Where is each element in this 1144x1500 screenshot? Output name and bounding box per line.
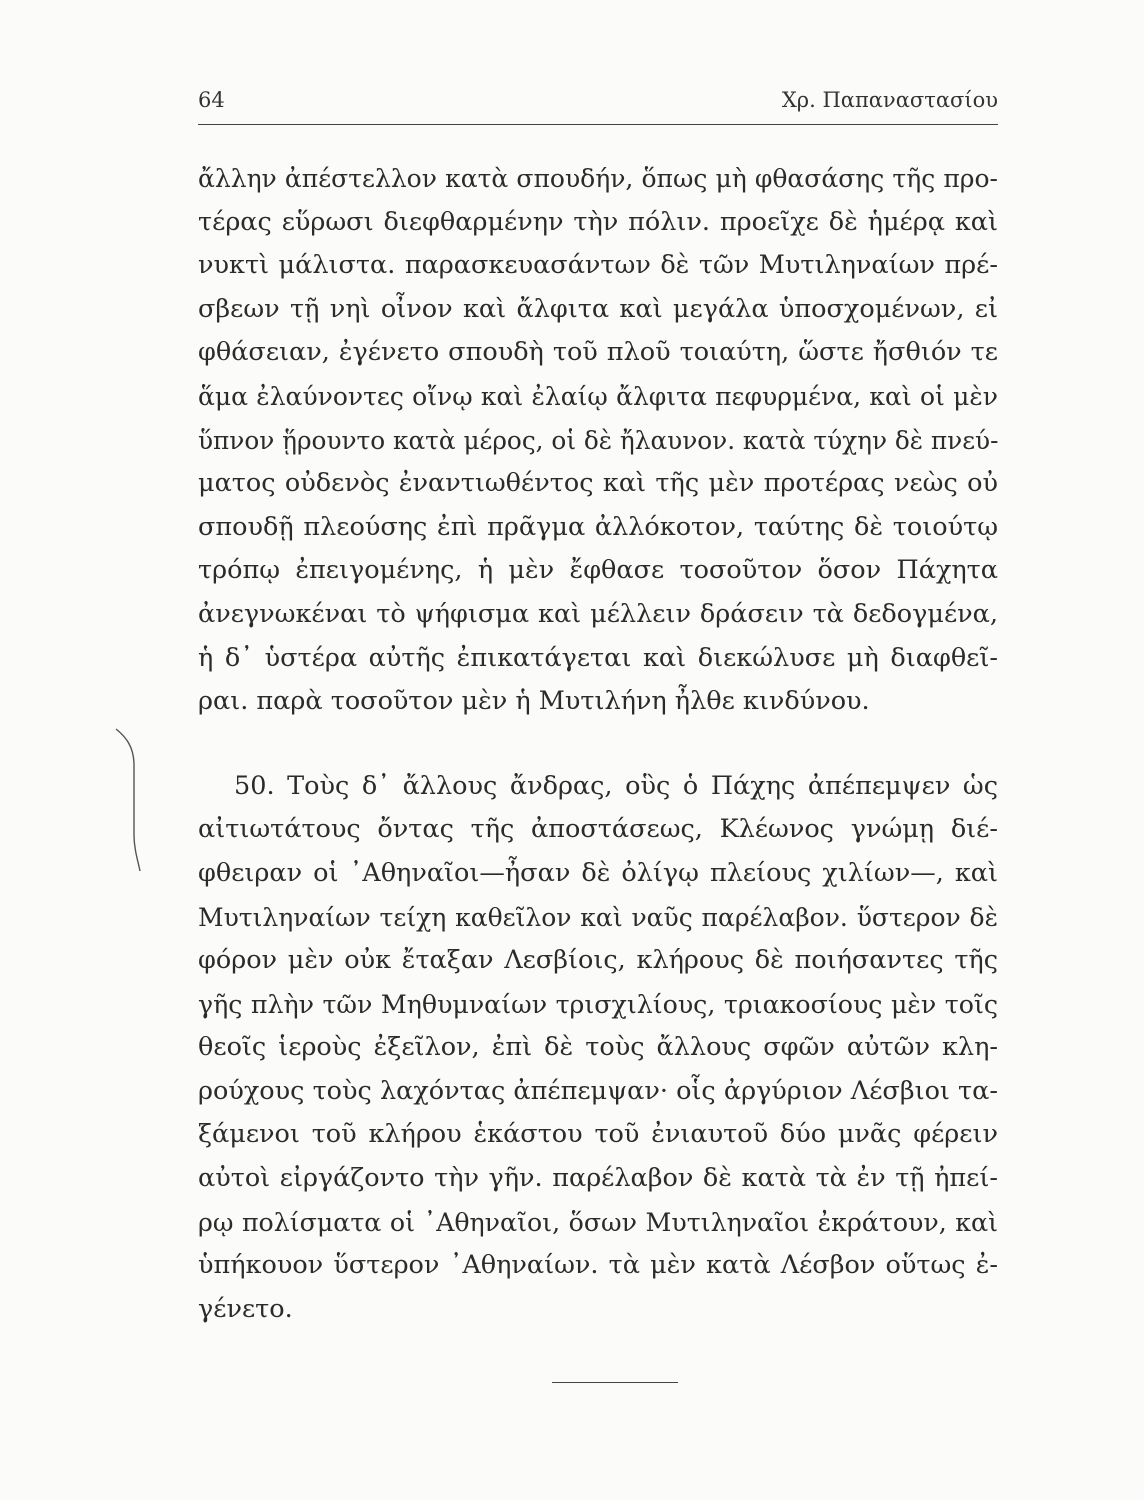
text-line: νυκτὶ μάλιστα. παρασκευασάντων δὲ τῶν Μυτιληναίων πρέ- (198, 250, 998, 281)
text-line: ὕπνον ᾕρουντο κατὰ μέρος, οἱ δὲ ἤλαυνον. κατὰ τύχην δὲ πνεύ- (198, 425, 999, 455)
text-line: γένετο. (198, 1293, 293, 1324)
text-line: 50. Τοὺς δ᾽ ἄλλους ἄνδρας, οὓς ὁ Πάχης ἀπέπεμψεν ὡς (234, 770, 998, 801)
text-line: αὐτοὶ εἰργάζοντο τὴν γῆν. παρέλαβον δὲ κατὰ τὰ ἐν τῇ ἠπεί- (198, 1163, 998, 1194)
text-line: τέρας εὕρωσι διεφθαρμένην τὴν πόλιν. προεῖχε δὲ ἡμέρᾳ καὶ (198, 206, 998, 237)
text-line: σπουδῇ πλεούσης ἐπὶ πρᾶγμα ἀλλόκοτον, ταύτης δὲ τοιούτῳ (198, 511, 998, 542)
text-line: ἡ δ᾽ ὑστέρα αὐτῆς ἐπικατάγεται καὶ διεκώλυσε μὴ διαφθεῖ- (198, 642, 998, 673)
text-line: φόρον μὲν οὐκ ἔταξαν Λεσβίοις, κλήρους δὲ ποιήσαντες τῆς (198, 945, 998, 976)
text-line: γῆς πλὴν τῶν Μηθυμναίων τρισχιλίους, τριακοσίους μὲν τοῖς (198, 989, 998, 1019)
text-line: τρόπῳ ἐπειγομένης, ἡ μὲν ἔφθασε τοσοῦτον ὅσον Πάχητα (198, 555, 998, 586)
text-line: ὑπήκουον ὕστερον ᾽Αθηναίων. τὰ μὲν κατὰ Λέσβον οὕτως ἐ- (198, 1250, 998, 1281)
page-header (198, 88, 998, 122)
text-line: Μυτιληναίων τείχη καθεῖλον καὶ ναῦς παρέλαβον. ὕστερον δὲ (198, 902, 998, 932)
text-line: ρῳ πολίσματα οἱ ᾽Αθηναῖοι, ὅσων Μυτιληναῖοι ἐκράτουν, καὶ (198, 1207, 998, 1237)
text-line: φθειραν οἱ ᾽Αθηναῖοι—ἦσαν δὲ ὀλίγῳ πλείους χιλίων—, καὶ (198, 857, 998, 888)
text-line: ξάμενοι τοῦ κλήρου ἑκάστου τοῦ ἐνιαυτοῦ δύο μνᾶς φέρειν (198, 1119, 998, 1150)
pencil-margin-mark (112, 725, 142, 875)
paragraph-1 (198, 157, 998, 724)
paragraph-gap (198, 724, 998, 765)
text-line: σβεων τῇ νηὶ οἶνον καὶ ἄλφιτα καὶ μεγάλα ὑποσχομένων, εἰ (198, 293, 998, 324)
text-line: θεοῖς ἱεροὺς ἐξεῖλον, ἐπὶ δὲ τοὺς ἄλλους σφῶν αὐτῶν κλη- (198, 1032, 998, 1063)
text-line: ἄλλην ἀπέστελλον κατὰ σπουδήν, ὅπως μὴ φθασάσης τῆς προ- (198, 164, 998, 193)
page-number: 64 (198, 88, 225, 112)
text-line: ρούχους τοὺς λαχόντας ἀπέπεμψαν· οἷς ἀργύριον Λέσβιοι τα- (198, 1075, 998, 1106)
text-line: ἅμα ἐλαύνοντες οἴνῳ καὶ ἐλαίῳ ἄλφιτα πεφυρμένα, καὶ οἱ μὲν (198, 381, 998, 411)
running-head: Χρ. Παπαναστασίου (781, 88, 998, 112)
header-rule (198, 124, 998, 125)
text-line: ραι. παρὰ τοσοῦτον μὲν ἡ Μυτιλήνη ἦλθε κινδύνου. (198, 686, 870, 717)
text-line: ματος οὐδενὸς ἐναντιωθέντος καὶ τῆς μὲν προτέρας νεὼς οὐ (198, 468, 998, 499)
body-text (198, 157, 998, 1331)
paragraph-2 (198, 765, 998, 1332)
footer-rule (552, 1382, 678, 1383)
text-line: ἀνεγνωκέναι τὸ ψήφισμα καὶ μέλλειν δράσειν τὰ δεδογμένα, (198, 598, 998, 629)
text-line: φθάσειαν, ἐγένετο σπουδὴ τοῦ πλοῦ τοιαύτη, ὥστε ἤσθιόν τε (198, 337, 998, 368)
text-line: αἰτιωτάτους ὄντας τῆς ἀποστάσεως, Κλέωνος γνώμῃ διέ- (198, 814, 998, 845)
